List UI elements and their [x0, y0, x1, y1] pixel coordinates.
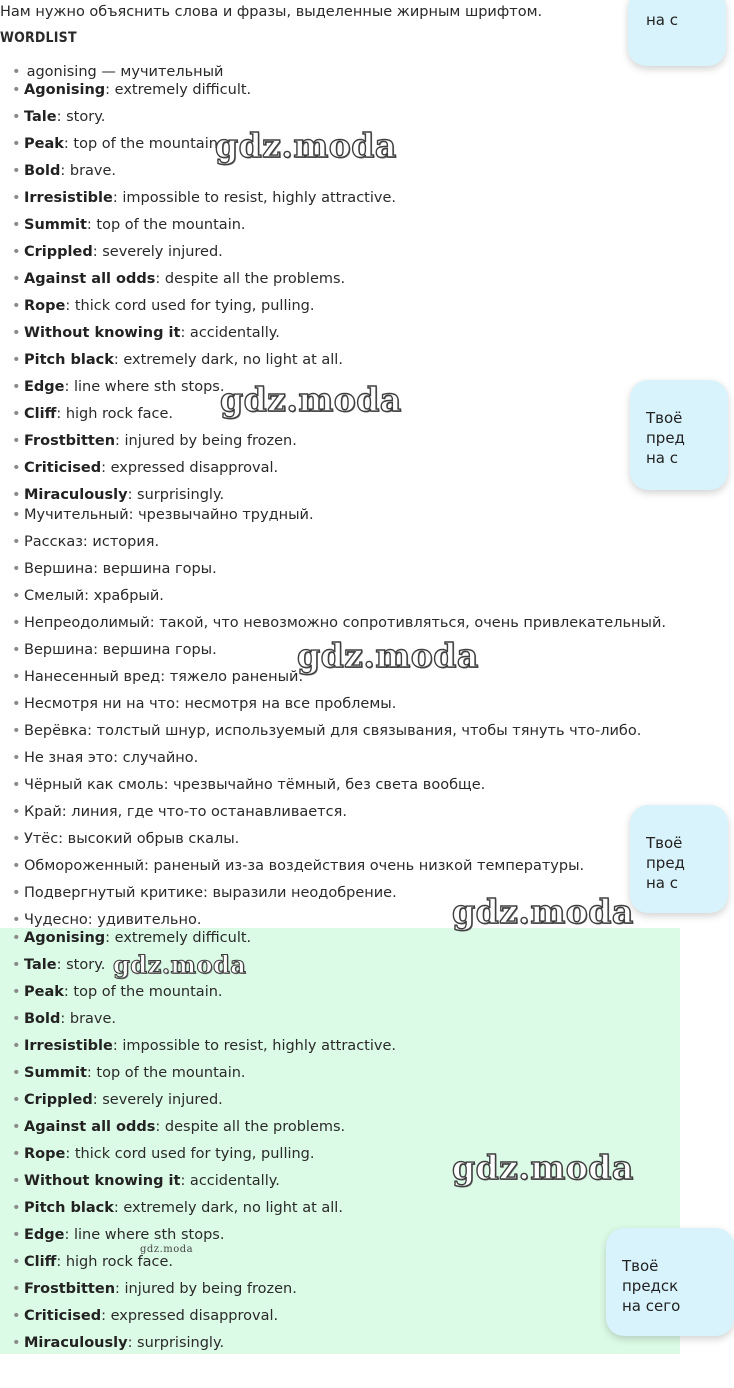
term-bold: Miraculously [24, 487, 128, 503]
bubble-line: на с [646, 449, 679, 467]
term-bold: Irresistible [24, 190, 113, 206]
bullet-icon: • [12, 723, 21, 739]
translation-text: Край: линия, где что-то останавливается. [24, 804, 347, 820]
bullet-icon: • [12, 1038, 21, 1054]
wordlist-item [12, 77, 396, 104]
bullet-icon: • [12, 298, 21, 314]
translation-item [12, 745, 666, 772]
wordlist-item [12, 347, 396, 374]
term-definition: : thick cord used for tying, pulling. [65, 1146, 315, 1162]
bullet-icon: • [12, 82, 21, 98]
bullet-icon: • [12, 696, 21, 712]
wordlist-item [12, 455, 396, 482]
cutoff-text: agonising — мучительный [26, 64, 224, 80]
translation-text: Не зная это: случайно. [24, 750, 199, 766]
term-definition: : top of the mountain. [86, 217, 246, 233]
wordlist-item [12, 239, 396, 266]
bullet-icon: • [12, 1254, 21, 1270]
term-bold: Bold [24, 163, 61, 179]
bubble-line: на сего [622, 1297, 681, 1315]
term-definition: : extremely dark, no light at all. [113, 352, 343, 368]
term-bold: Rope [24, 1146, 66, 1162]
bullet-icon: • [12, 64, 21, 80]
bubble-line: Твоё [646, 834, 683, 852]
bullet-icon: • [12, 984, 21, 1000]
term-definition: : brave. [60, 1011, 117, 1027]
term-definition: : injured by being frozen. [115, 433, 297, 449]
bullet-icon: • [12, 136, 21, 152]
bullet-icon: • [12, 930, 21, 946]
bullet-icon: • [12, 271, 21, 287]
watermark-logo: gdz.moda [113, 950, 247, 979]
bubble-line: предск [622, 1277, 679, 1295]
bullet-icon: • [12, 588, 21, 604]
bubble-line: пред [646, 429, 685, 447]
bullet-icon: • [12, 1119, 21, 1135]
bullet-icon: • [12, 669, 21, 685]
bullet-icon: • [12, 957, 21, 973]
term-bold: Pitch black [24, 1200, 114, 1216]
translation-item [12, 691, 666, 718]
term-definition: : impossible to resist, highly attractive. [112, 190, 396, 206]
bubble-line: пред [646, 854, 685, 872]
bullet-icon: • [12, 190, 21, 206]
bullet-icon: • [12, 1146, 21, 1162]
translation-item [12, 583, 666, 610]
wordlist-item [12, 1114, 396, 1141]
term-definition: : despite all the problems. [155, 1119, 346, 1135]
translation-text: Нанесенный вред: тяжело раненый. [24, 669, 304, 685]
term-definition: : surprisingly. [127, 487, 225, 503]
term-bold: Crippled [24, 1092, 93, 1108]
wordlist-item [12, 266, 396, 293]
watermark-logo: gdz.moda [297, 636, 479, 675]
term-bold: Miraculously [24, 1335, 128, 1351]
term-definition: : severely injured. [92, 1092, 223, 1108]
term-bold: Against all odds [24, 1119, 156, 1135]
term-bold: Cliff [24, 1254, 57, 1270]
watermark-logo: gdz.moda [452, 892, 634, 931]
translation-item [12, 826, 666, 853]
bullet-icon: • [12, 615, 21, 631]
wordlist-item [12, 1060, 396, 1087]
wordlist-item [12, 1276, 396, 1303]
term-bold: Without knowing it [24, 1173, 181, 1189]
bullet-icon: • [12, 163, 21, 179]
english-wordlist-highlighted [12, 925, 396, 1357]
term-bold: Pitch black [24, 352, 114, 368]
wordlist-item [12, 1168, 396, 1195]
translation-text: Верёвка: толстый шнур, используемый для связывания, чтобы тянуть что-либо. [24, 723, 642, 739]
bullet-icon: • [12, 1335, 21, 1351]
wordlist-item [12, 1141, 396, 1168]
bullet-icon: • [12, 750, 21, 766]
translation-item [12, 529, 666, 556]
term-bold: Peak [24, 136, 64, 152]
term-definition: : high rock face. [56, 406, 174, 422]
wordlist-item [12, 428, 396, 455]
intro-text: Нам нужно объяснить слова и фразы, выделенные жирным шрифтом. [0, 4, 543, 20]
wordlist-item [12, 1195, 396, 1222]
translation-item [12, 556, 666, 583]
translation-text: Чудесно: удивительно. [24, 912, 202, 928]
cutoff-line [12, 64, 223, 78]
bullet-icon: • [12, 487, 21, 503]
translation-item [12, 853, 666, 880]
term-bold: Agonising [24, 82, 106, 98]
bullet-icon: • [12, 1227, 21, 1243]
term-bold: Cliff [24, 406, 57, 422]
bullet-icon: • [12, 507, 21, 523]
prediction-bubble[interactable] [630, 805, 728, 913]
term-definition: : despite all the problems. [155, 271, 346, 287]
bullet-icon: • [12, 1308, 21, 1324]
term-definition: : story. [56, 957, 106, 973]
term-bold: Edge [24, 379, 65, 395]
term-definition: : line where sth stops. [64, 379, 225, 395]
wordlist-item [12, 1033, 396, 1060]
term-bold: Criticised [24, 1308, 102, 1324]
watermark-logo: gdz.moda [215, 126, 397, 165]
bullet-icon: • [12, 1092, 21, 1108]
term-definition: : line where sth stops. [64, 1227, 225, 1243]
translation-text: Несмотря ни на что: несмотря на все проблемы. [24, 696, 397, 712]
bullet-icon: • [12, 642, 21, 658]
term-bold: Agonising [24, 930, 106, 946]
translation-text: Вершина: вершина горы. [24, 561, 217, 577]
term-bold: Frostbitten [24, 433, 116, 449]
wordlist-item [12, 1006, 396, 1033]
term-bold: Tale [24, 109, 57, 125]
term-definition: : expressed disapproval. [101, 460, 279, 476]
term-bold: Peak [24, 984, 64, 1000]
term-bold: Frostbitten [24, 1281, 116, 1297]
prediction-bubble[interactable] [630, 380, 728, 490]
bullet-icon: • [12, 804, 21, 820]
bullet-icon: • [12, 561, 21, 577]
bullet-icon: • [12, 1281, 21, 1297]
translation-item [12, 799, 666, 826]
wordlist-item [12, 1222, 396, 1249]
translation-text: Утёс: высокий обрыв скалы. [24, 831, 240, 847]
term-bold: Summit [24, 217, 87, 233]
bullet-icon: • [12, 379, 21, 395]
term-definition: : severely injured. [92, 244, 223, 260]
term-definition: : high rock face. [56, 1254, 174, 1270]
term-definition: : brave. [60, 163, 117, 179]
wordlist-item [12, 979, 396, 1006]
wordlist-item [12, 293, 396, 320]
bubble-line: на с [646, 874, 679, 892]
watermark-logo: gdz.moda [452, 1148, 634, 1187]
prediction-bubble[interactable] [606, 1228, 734, 1336]
wordlist-item [12, 1330, 396, 1357]
bullet-icon: • [12, 460, 21, 476]
term-bold: Summit [24, 1065, 87, 1081]
bullet-icon: • [12, 858, 21, 874]
bubble-line: Твоё [646, 409, 683, 427]
bullet-icon: • [12, 325, 21, 341]
translation-text: Непреодолимый: такой, что невозможно сопротивляться, очень привлекательный. [24, 615, 666, 631]
bullet-icon: • [12, 1173, 21, 1189]
term-definition: : top of the mountain. [86, 1065, 246, 1081]
bullet-icon: • [12, 534, 21, 550]
wordlist-item [12, 925, 396, 952]
term-definition: : extremely dark, no light at all. [113, 1200, 343, 1216]
bubble-text: на с [646, 11, 679, 29]
watermark-logo: gdz.moda [140, 1244, 194, 1255]
translation-text: Смелый: храбрый. [24, 588, 164, 604]
bullet-icon: • [12, 109, 21, 125]
bullet-icon: • [12, 1065, 21, 1081]
bullet-icon: • [12, 912, 21, 928]
term-definition: : story. [56, 109, 106, 125]
term-definition: : accidentally. [180, 325, 280, 341]
bullet-icon: • [12, 406, 21, 422]
bullet-icon: • [12, 777, 21, 793]
bullet-icon: • [12, 1011, 21, 1027]
translation-text: Чёрный как смоль: чрезвычайно тёмный, без света вообще. [24, 777, 486, 793]
translation-item [12, 772, 666, 799]
term-definition: : expressed disapproval. [101, 1308, 279, 1324]
term-definition: : extremely difficult. [105, 930, 252, 946]
term-bold: Edge [24, 1227, 65, 1243]
term-definition: : thick cord used for tying, pulling. [65, 298, 315, 314]
translation-text: Вершина: вершина горы. [24, 642, 217, 658]
bullet-icon: • [12, 352, 21, 368]
term-bold: Without knowing it [24, 325, 181, 341]
translation-item [12, 610, 666, 637]
translation-text: Рассказ: история. [24, 534, 160, 550]
term-bold: Against all odds [24, 271, 156, 287]
term-bold: Tale [24, 957, 57, 973]
bullet-icon: • [12, 217, 21, 233]
wordlist-title: WORDLIST [0, 30, 77, 46]
wordlist-item [12, 1087, 396, 1114]
term-bold: Criticised [24, 460, 102, 476]
wordlist-item [12, 320, 396, 347]
bullet-icon: • [12, 244, 21, 260]
translation-text: Подвергнутый критике: выразили неодобрение. [24, 885, 397, 901]
watermark-logo: gdz.moda [220, 380, 402, 419]
term-bold: Rope [24, 298, 66, 314]
term-definition: : injured by being frozen. [115, 1281, 297, 1297]
bullet-icon: • [12, 1200, 21, 1216]
term-bold: Bold [24, 1011, 61, 1027]
translation-text: Обмороженный: раненый из-за воздействия очень низкой температуры. [24, 858, 585, 874]
wordlist-item [12, 1249, 396, 1276]
term-definition: : accidentally. [180, 1173, 280, 1189]
translation-item [12, 718, 666, 745]
bullet-icon: • [12, 885, 21, 901]
term-bold: Crippled [24, 244, 93, 260]
bullet-icon: • [12, 831, 21, 847]
term-definition: : impossible to resist, highly attractive. [112, 1038, 396, 1054]
term-definition: : top of the mountain. [63, 984, 223, 1000]
term-bold: Irresistible [24, 1038, 113, 1054]
translation-text: Мучительный: чрезвычайно трудный. [24, 507, 314, 523]
term-definition: : extremely difficult. [105, 82, 252, 98]
wordlist-item [12, 1303, 396, 1330]
translation-item [12, 502, 666, 529]
bullet-icon: • [12, 433, 21, 449]
wordlist-item [12, 185, 396, 212]
term-definition: : top of the mountain. [63, 136, 223, 152]
term-definition: : surprisingly. [127, 1335, 225, 1351]
wordlist-item [12, 212, 396, 239]
russian-wordlist [12, 502, 666, 934]
bubble-line: Твоё [622, 1257, 659, 1275]
prediction-bubble[interactable] [628, 0, 726, 66]
